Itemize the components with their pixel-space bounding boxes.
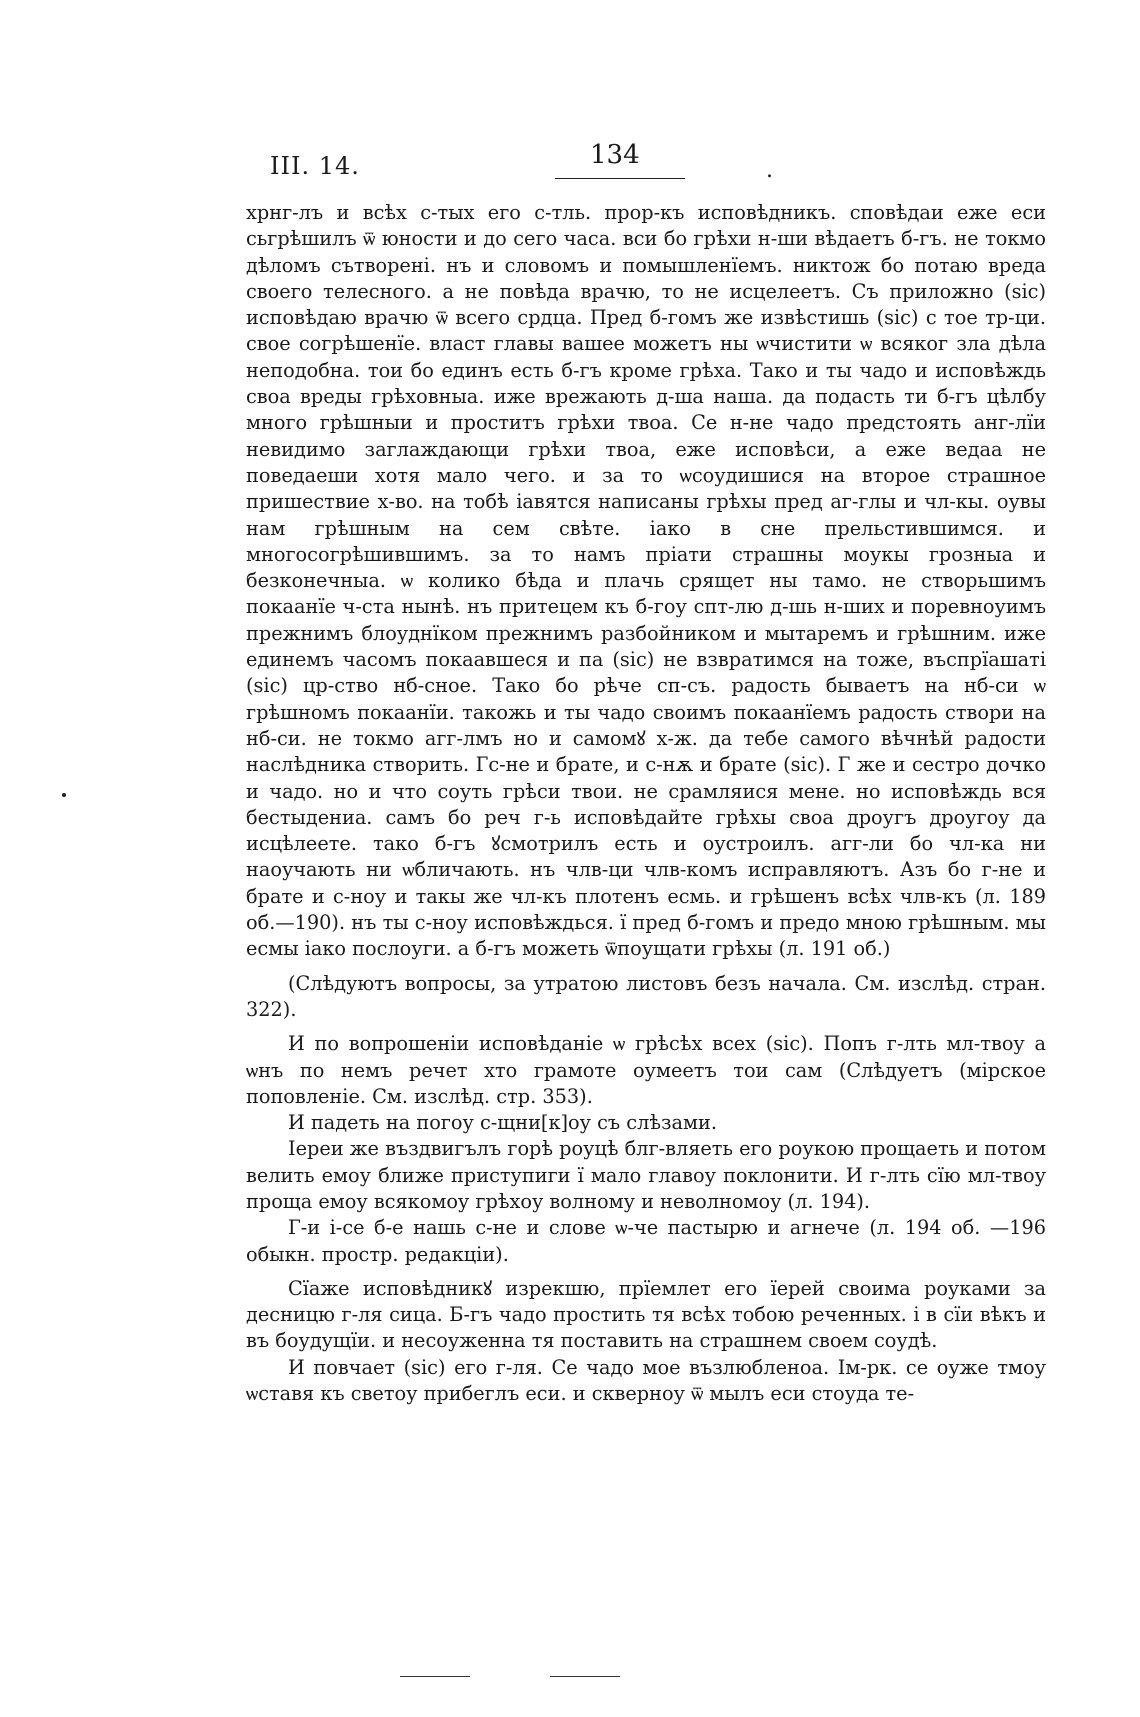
paragraph-confession-prayer: И по вопрошенiи исповѣданiе ѡ грѣсѣх всех (sic). Попъ г-лть мл-твоу а ѡнъ по немъ речет хто грамоте оумеетъ тои сам (Слѣдуетъ (мiрское поповленiе. См. изслѣд. стр. 353). [246, 1032, 1046, 1108]
page-body [246, 200, 1046, 1407]
paragraph-lord-jesus: Г-и і-се б-е нашь с-не и слове ѡ-че пастырю и агнече (л. 194 об. —196 обыкн. простр. редакцiи). [246, 1216, 1046, 1266]
paragraph-note-lost-leaves: (Слѣдуютъ вопросы, за утратою листовъ безъ начала. См. изслѣд. стран. 322). [246, 971, 1046, 1021]
page-number: 134 [590, 140, 640, 170]
header-rule [555, 178, 685, 179]
footer-rule-right [550, 1676, 620, 1677]
header-dot: . [766, 158, 773, 183]
paragraph-instruction: И повчает (sic) его г-ля. Се чадо мое възлюбленоа. Ім-рк. се оуже тмоу ѡставя къ светоу прибеглъ еси. и скверноу ѿ мылъ еси стоуда те- [246, 1355, 1046, 1406]
paragraph-priest-blesses: Iереи же въздвигълъ горѣ роуцѣ блг-вляеть его роукою прощаеть и потом велить емоу ближе приступиги ї мало главоу поклонити. И г-лть сїю мл-твоу проща емоу всякомоу грѣхоу волному и неволномоу (л. 194). [246, 1137, 1046, 1213]
running-head [270, 140, 830, 190]
paragraph-main: хрнг-лъ и всѣх с-тых его с-тль. прор-къ исповѣдникъ. сповѣдаи еже еси сьгрѣшилъ ѿ юности и до сего часа. вси бо грѣхи н-ши вѣдаетъ б-гъ. не токмо дѣломъ сътворені. нъ и словомъ и помышленїемъ. никтож бо потаю вреда своего телесного. а не повѣда врачю, то не исцелеетъ. Съ приложно (sic) исповѣдаю врачю ѿ всего срдца. Пред б-гомъ же извѣстишь (sic) с тое тр-ци. свое согрѣшенїе. власт главы вашее можетъ ны ѡчистити ѡ всяког зла дѣла неподобна. тои бо единъ есть б-гъ кроме грѣха. Тако и ты чадо и исповѣждь своа вреды грѣховныа. иже врежають д-ша наша. да подасть ти б-гъ цѣлбу много грѣшныи и проститъ грѣхи твоа. Се н-не чадо предстоять анг-лїи невидимо заглаждающи грѣхи твоа, еже исповѣси, а еже ведаа не поведаеши хотя мало чего. и за то ѡсоудишися на второе страшное пришествие х-во. на тобѣ iавятся написаны грѣхы пред аг-глы и чл-кы. оувы нам грѣшным на сем свѣте. iако в сне прельстившимся. и многосогрѣшившимъ. за то намъ прiати страшны моукы грозныа и безконечныа. ѡ колико бѣда и плачь срящет ны тамо. не створьшимъ покаанїе ч-ста нынѣ. нъ притецем къ б-гоу спт-лю д-шь н-ших и поревноуимъ прежнимъ блоуднїком прежнимъ разбойником и мытаремъ и грѣшним. иже единемъ часомъ покаавшеся и па (sic) не взвратимся на тоже, въспрїашаті (sic) цр-ство нб-сное. Тако бо рѣче сп-съ. радость бываетъ на нб-си ѡ грѣшномъ покаанїи. такожь и ты чадо своимъ покаанїемъ радость створи на нб-си. не токмо агг-лмъ но и самомꙋ х-ж. да тебе самого вѣчнѣй радости наслѣдника створить. Гс-не и брате, и с-нѫ и брате (sic). Г же и сестро дочко и чадо. но и что соуть грѣси твои. не срамляися мене. но исповѣждь вся бестыдениа. самъ бо реч г-ь исповѣдайте грѣхы своа дроугъ дроугоу да исцѣлеете. тако б-гъ ꙋсмотрилъ есть и оустроилъ. агг-ли бо чл-ка ни наоучають ни ѡбличають. нъ члв-ци члв-комъ исправляютъ. Азъ бо г-не и брате и с-ноу и такы же чл-къ плотенъ есмь. и грѣшенъ всѣх члв-къ (л. 189 об.—190). нъ ты с-ноу исповѣждься. ї пред б-гомъ и предо мною грѣшным. мы есмы iако послоуги. а б-гъ можеть ѿпоущати грѣхы (л. 191 об.) [246, 201, 1046, 961]
section-reference: III. 14. [270, 152, 360, 180]
paragraph-falls-at-feet: И падеть на погоу с-щни[к]оу съ слѣзами. [288, 1111, 717, 1135]
margin-mark [62, 793, 66, 797]
footer-rule-left [400, 1676, 470, 1677]
paragraph-absolution: Сїаже исповѣдникꙋ изрекшю, прїемлет его їерей своима роуками за десницю г-ля сица. Б-гъ чадо простить тя всѣх тобою реченных. і в сїи вѣкъ и въ боудущїи. и несоуженна тя поставить на страшнем своем соудѣ. [246, 1276, 1046, 1353]
